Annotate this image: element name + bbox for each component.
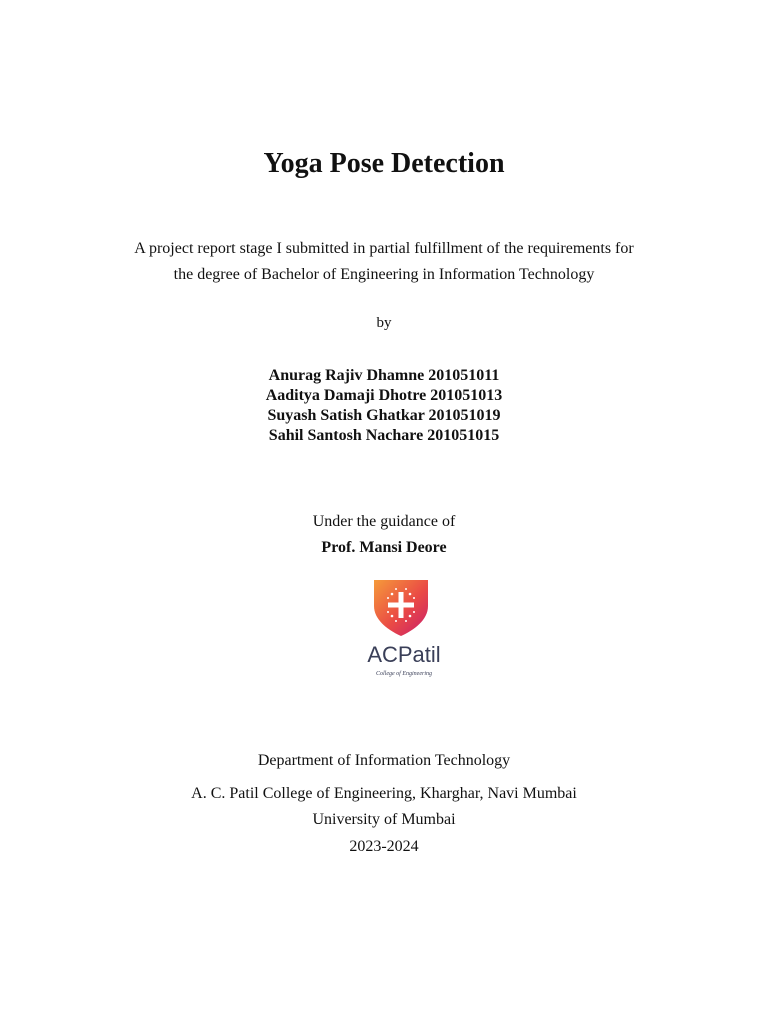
author-1: Anurag Rajiv Dhamne 201051011 xyxy=(268,367,500,384)
university: University of Mumbai xyxy=(312,811,456,828)
author-list xyxy=(34,366,734,446)
academic-year: 2023-2024 xyxy=(349,838,419,855)
author-3: Suyash Satish Ghatkar 201051019 xyxy=(267,407,501,424)
author-2: Aaditya Damaji Dhotre 201051013 xyxy=(265,387,503,404)
description-line-1: A project report stage I submitted in partial fulfillment of the requirements for xyxy=(134,240,634,257)
author-4: Sahil Santosh Nachare 201051015 xyxy=(268,427,500,444)
document-title: Yoga Pose Detection xyxy=(263,148,505,179)
department: Department of Information Technology xyxy=(257,752,511,769)
logo-subtitle: College of Engineering xyxy=(376,671,432,677)
project-description xyxy=(34,236,734,288)
description-line-2: the degree of Bachelor of Engineering in Information Technology xyxy=(173,266,595,283)
guide-name: Prof. Mansi Deore xyxy=(321,539,447,556)
shield-icon xyxy=(352,576,456,640)
guidance-label: Under the guidance of xyxy=(312,513,456,530)
by-label: by xyxy=(376,315,392,331)
college-address: A. C. Patil College of Engineering, Kharghar, Navi Mumbai xyxy=(191,785,577,802)
college-logo xyxy=(352,576,456,686)
logo-wordmark: ACPatil xyxy=(367,642,441,667)
